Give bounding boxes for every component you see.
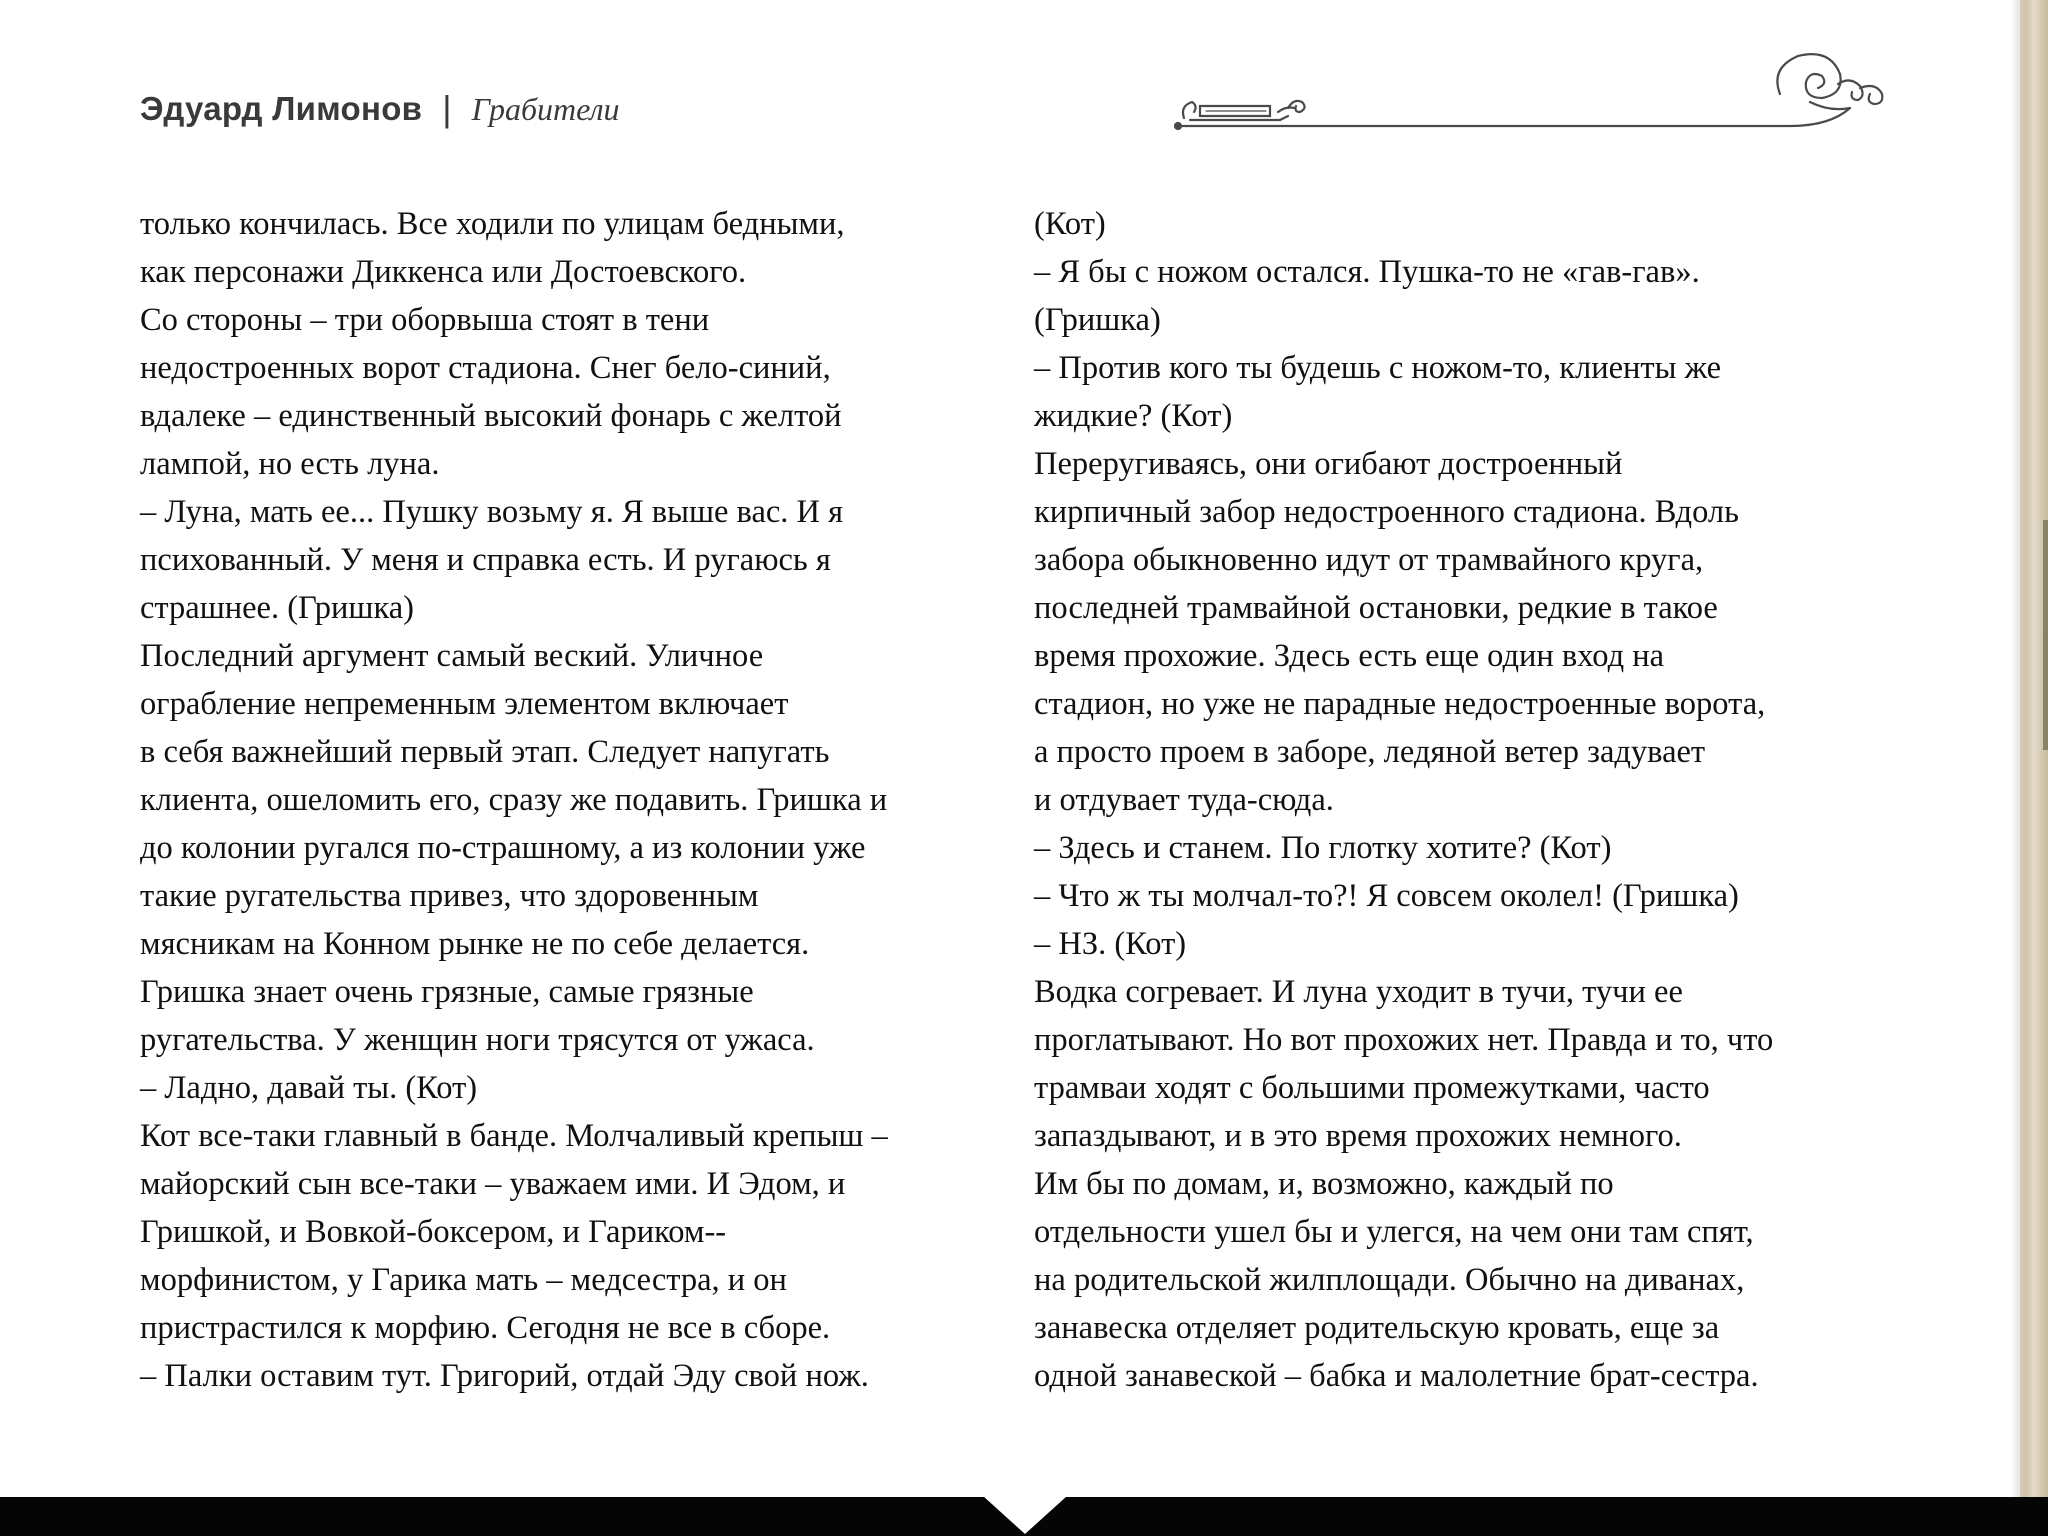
scroll-flourish-icon xyxy=(1170,46,1895,136)
text-line: мясникам на Конном рынке не по себе делается. xyxy=(140,926,810,962)
text-line: как персонажи Диккенса или Достоевского. xyxy=(140,254,747,290)
text-line: до колонии ругался по-страшному, а из колонии уже xyxy=(140,830,866,866)
text-line: – Здесь и станем. По глотку хотите? (Кот) xyxy=(1034,830,1612,866)
text-line: Водка согревает. И луна уходит в тучи, тучи ее xyxy=(1034,974,1683,1010)
text-line: в себя важнейший первый этап. Следует напугать xyxy=(140,734,830,770)
text-line: – Против кого ты будешь с ножом-то, клиенты же xyxy=(1034,350,1722,386)
text-line: Последний аргумент самый веский. Уличное xyxy=(140,638,764,674)
left-text-column xyxy=(140,200,1010,1400)
text-line: занавеска отделяет родительскую кровать, еще за xyxy=(1034,1310,1720,1346)
text-line: проглатывают. Но вот прохожих нет. Правда и то, что xyxy=(1034,1022,1774,1058)
text-line: – Луна, мать ее... Пушку возьму я. Я выше вас. И я xyxy=(140,494,844,530)
text-line: Переругиваясь, они огибают достроенный xyxy=(1034,446,1623,482)
text-line: (Кот) xyxy=(1034,206,1106,242)
text-line: только кончилась. Все ходили по улицам бедными, xyxy=(140,206,845,242)
author-name: Эдуард Лимонов xyxy=(140,90,423,127)
text-line: а просто проем в заборе, ледяной ветер задувает xyxy=(1034,734,1706,770)
text-line: стадион, но уже не парадные недостроенные ворота, xyxy=(1034,686,1766,722)
text-line: Гришка знает очень грязные, самые грязные xyxy=(140,974,754,1010)
text-line: трамваи ходят с большими промежутками, часто xyxy=(1034,1070,1710,1106)
text-line: психованный. У меня и справка есть. И ругаюсь я xyxy=(140,542,831,578)
text-line: – Палки оставим тут. Григорий, отдай Эду свой нож. xyxy=(140,1358,869,1394)
text-line: забора обыкновенно идут от трамвайного круга, xyxy=(1034,542,1704,578)
text-line: Им бы по домам, и, возможно, каждый по xyxy=(1034,1166,1614,1202)
text-line: – Что ж ты молчал-то?! Я совсем околел! (Гришка) xyxy=(1034,878,1739,914)
text-line: (Гришка) xyxy=(1034,302,1161,338)
text-line: отдельности ушел бы и улегся, на чем они там спят, xyxy=(1034,1214,1754,1250)
header-separator: | xyxy=(442,88,452,129)
text-line: – НЗ. (Кот) xyxy=(1034,926,1187,962)
text-line: Кот все-таки главный в банде. Молчаливый крепыш – xyxy=(140,1118,888,1154)
text-line: и отдувает туда-сюда. xyxy=(1034,782,1334,818)
text-line: ограбление непременным элементом включает xyxy=(140,686,789,722)
text-line: клиента, ошеломить его, сразу же подавить. Гришка и xyxy=(140,782,888,818)
text-line: Со стороны – три оборвыша стоят в тени xyxy=(140,302,710,338)
text-line: одной занавеской – бабка и малолетние брат-сестра. xyxy=(1034,1358,1759,1394)
text-line: такие ругательства привез, что здоровенным xyxy=(140,878,759,914)
text-line: запаздывают, и в это время прохожих немного. xyxy=(1034,1118,1682,1154)
page-edge-shadow xyxy=(2010,0,2020,1536)
text-line: – Я бы с ножом остался. Пушка-то не «гав-гав». xyxy=(1034,254,1700,290)
page-stack-edge xyxy=(2020,0,2048,1536)
text-line: последней трамвайной остановки, редкие в такое xyxy=(1034,590,1718,626)
text-line: морфинистом, у Гарика мать – медсестра, и он xyxy=(140,1262,787,1298)
right-text-column xyxy=(1034,200,1914,1400)
text-line: пристрастился к морфию. Сегодня не все в сборе. xyxy=(140,1310,831,1346)
text-line: Гришкой, и Вовкой-боксером, и Гариком-- xyxy=(140,1214,727,1250)
text-line: кирпичный забор недостроенного стадиона. Вдоль xyxy=(1034,494,1739,530)
text-line: недостроенных ворот стадиона. Снег бело-синий, xyxy=(140,350,831,386)
scroll-indicator xyxy=(2043,520,2048,750)
text-line: на родительской жилплощади. Обычно на диванах, xyxy=(1034,1262,1745,1298)
text-line: страшнее. (Гришка) xyxy=(140,590,414,626)
text-line: жидкие? (Кот) xyxy=(1034,398,1233,434)
text-line: лампой, но есть луна. xyxy=(140,446,440,482)
text-line: ругательства. У женщин ноги трясутся от ужаса. xyxy=(140,1022,815,1058)
running-header xyxy=(140,84,620,134)
book-title: Грабители xyxy=(471,90,620,127)
text-line: – Ладно, давай ты. (Кот) xyxy=(140,1070,478,1106)
text-line: майорский сын все-таки – уважаем ими. И Эдом, и xyxy=(140,1166,846,1202)
chevron-down-icon[interactable] xyxy=(983,1496,1067,1534)
text-line: вдалеке – единственный высокий фонарь с желтой xyxy=(140,398,842,434)
text-line: время прохожие. Здесь есть еще один вход на xyxy=(1034,638,1665,674)
